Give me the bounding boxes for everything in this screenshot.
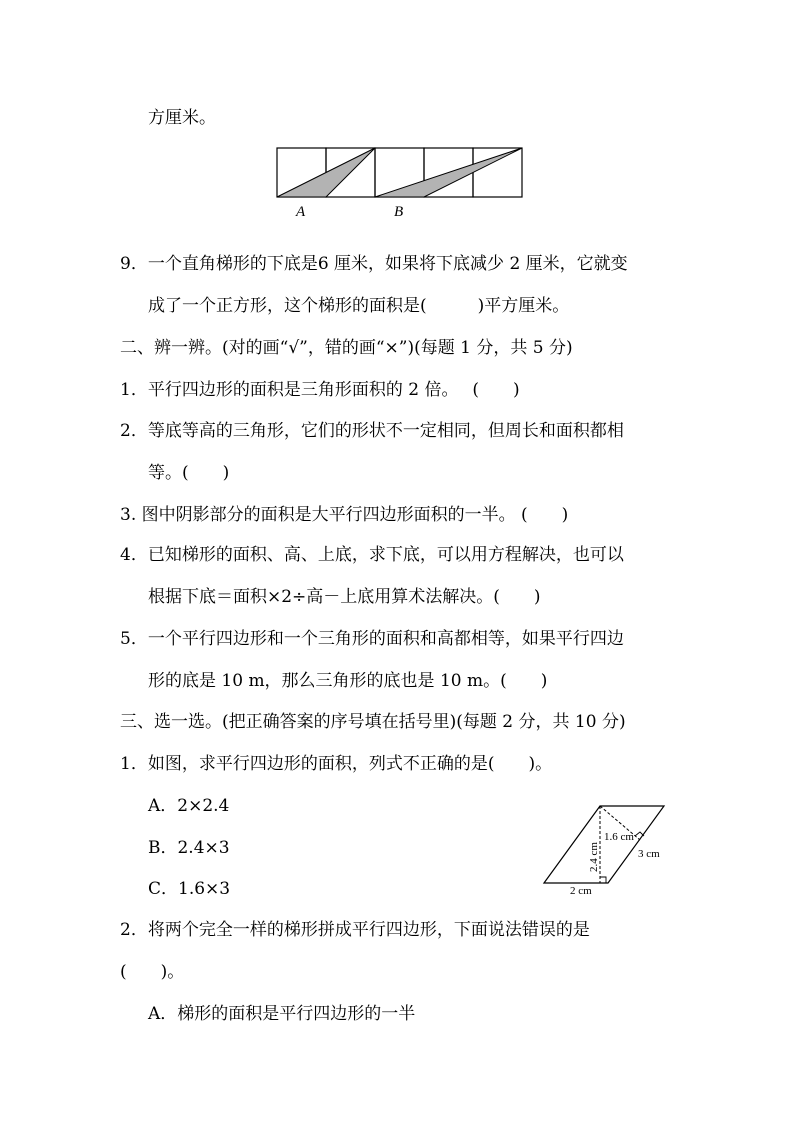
inner-height-label: 1.6 cm [604,831,634,843]
line-4: 1．平行四边形的面积是三角形面积的 2 倍。 ( ) [120,380,520,400]
shaded-triangle-b [375,148,522,197]
parallelogram [544,806,664,883]
label-a: A [296,204,306,220]
line-18: ( )。 [120,962,185,982]
line-17: 2．将两个完全一样的梯形拼成平行四边形，下面说法错误的是 [120,920,590,940]
parallelogram-figure [538,800,678,900]
height-right-angle [600,877,606,883]
line-3: 二、辨一辨。(对的画“√”，错的画“×”)(每题 1 分，共 5 分) [120,338,573,358]
line-11: 形的底是 10 m，那么三角形的底也是 10 m。( ) [148,671,548,691]
line-0: 方厘米。 [148,108,216,128]
line-13: 1．如图，求平行四边形的面积，列式不正确的是( )。 [120,754,553,774]
label-b: B [394,204,404,220]
line-8: 4．已知梯形的面积、高、上底，求下底，可以用方程解决，也可以 [120,545,624,565]
line-14: A．2×2.4 [148,796,230,816]
line-7: 3. 图中阴影部分的面积是大平行四边形面积的一半。 ( ) [120,505,569,525]
line-5: 2．等底等高的三角形，它们的形状不一定相同，但周长和面积都相 [120,421,624,441]
height-label: 2.4 cm [588,842,600,872]
line-10: 5．一个平行四边形和一个三角形的面积和高都相等，如果平行四边 [120,629,624,649]
line-9: 根据下底＝面积×2÷高－上底用算术法解决。( ) [148,587,541,607]
grid-square-5 [473,148,522,197]
line-6: 等。( ) [148,463,230,483]
line-1: 9．一个直角梯形的下底是6 厘米，如果将下底减少 2 厘米，它就变 [120,254,628,274]
line-16: C．1.6×3 [148,879,231,899]
line-12: 三、选一选。(把正确答案的序号填在括号里)(每题 2 分，共 10 分) [120,712,626,732]
base-label: 2 cm [570,885,592,897]
line-15: B．2.4×3 [148,838,230,858]
line-19: A．梯形的面积是平行四边形的一半 [148,1004,416,1024]
line-2: 成了一个正方形，这个梯形的面积是( )平方厘米。 [148,296,570,316]
shaded-triangles-figure [270,144,530,224]
side-label: 3 cm [638,848,660,860]
